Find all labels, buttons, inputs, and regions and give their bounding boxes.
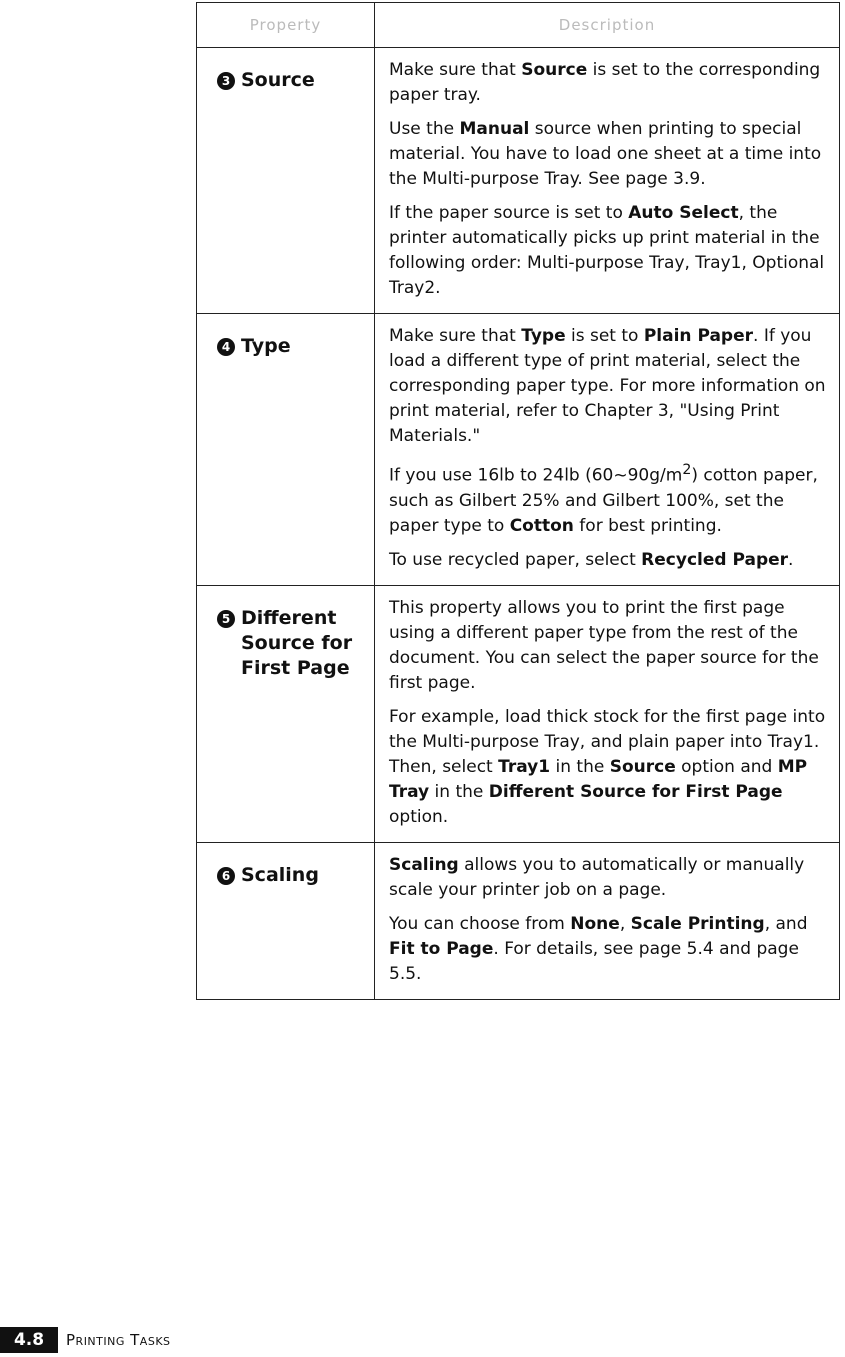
text-run: in the (429, 781, 489, 802)
text-run: is set to (565, 326, 644, 346)
bold-term: MP Tray (389, 756, 808, 802)
property-name (241, 68, 315, 93)
text-run: . (788, 549, 794, 570)
header-property: Property (197, 3, 375, 48)
step-number-badge: 4 (217, 338, 235, 356)
description-paragraph (389, 458, 829, 539)
description-paragraph (389, 596, 829, 696)
table-row (197, 842, 840, 999)
description-paragraph (389, 853, 829, 903)
text-run: , the printer automatically picks up print material in the following order: Multi-purpose Tray, Tray1, Optional Tray2. (389, 203, 825, 298)
bold-term: Source (521, 60, 588, 80)
description-cell (375, 585, 840, 842)
description-paragraph (389, 705, 829, 830)
property-name-line: Different (241, 606, 337, 629)
bold-term: Manual (459, 119, 530, 139)
bold-term: Plain Paper (643, 326, 754, 346)
description-paragraph (389, 117, 829, 192)
step-number-badge: 6 (217, 867, 235, 885)
text-run: For example, load thick stock for the first page into the Multi-purpose Tray, and plain paper into Tray1. Then, select (389, 706, 826, 777)
page-number: 4.8 (0, 1327, 58, 1353)
text-run: . For details, see page 5.4 and page 5.5. (389, 938, 799, 984)
bold-term: Scaling (389, 854, 459, 875)
text-run: ) cotton paper, such as Gilbert 25% and Gilbert 100%, set the paper type to (389, 465, 818, 536)
text-run: To use recycled paper, select (389, 549, 642, 570)
description-cell (375, 48, 840, 314)
property-name (241, 606, 352, 681)
description-paragraph (389, 548, 829, 573)
property-name-line: Scaling (241, 863, 319, 886)
description-cell (375, 314, 840, 586)
property-table (196, 2, 840, 1000)
page-footer (0, 1327, 171, 1353)
text-run: , and (764, 913, 808, 934)
description-paragraph (389, 58, 829, 108)
bold-term: Auto Select (628, 203, 739, 223)
description-paragraph (389, 201, 829, 301)
text-run: allows you to automatically or manually scale your printer job on a page. (389, 854, 805, 900)
text-run: option. (389, 806, 449, 827)
text-run: You can choose from (389, 913, 571, 934)
property-name-line: Source for (241, 631, 353, 654)
bold-term: Recycled Paper (641, 549, 789, 570)
text-run: source when printing to special material. You have to load one sheet at a time into the Multi-purpose Tray. See page 3.9. (389, 119, 822, 189)
text-run: Make sure that (389, 60, 522, 80)
text-run: is set to the corresponding paper tray. (389, 60, 821, 105)
property-name-line: Type (241, 335, 291, 357)
description-cell (375, 842, 840, 999)
bold-term: Source (609, 756, 676, 777)
text-run: . If you load a different type of print material, select the corresponding paper type. For more information on print material, refer to Chapter 3, "Using Print Materials." (389, 326, 826, 446)
bold-term: Tray1 (498, 756, 551, 777)
table-row (197, 585, 840, 842)
property-cell (197, 842, 375, 999)
step-number-badge: 5 (217, 610, 235, 628)
bold-term: Scale Printing (630, 913, 765, 934)
text-run: If you use 16lb to 24lb (60~90g/m (389, 465, 683, 486)
text-run: option and (675, 756, 778, 777)
superscript: 2 (682, 462, 692, 478)
property-name-line: First Page (241, 656, 350, 679)
section-title: Printing Tasks (66, 1331, 171, 1349)
property-cell (197, 314, 375, 586)
text-run: This property allows you to print the first page using a different paper type from the rest of the document. You can select the paper source for the first page. (389, 597, 819, 693)
property-name (241, 863, 319, 888)
table-body (197, 48, 840, 1000)
bold-term: Fit to Page (389, 938, 494, 959)
table-row (197, 48, 840, 314)
bold-term: Different Source for First Page (488, 781, 783, 802)
step-number-badge: 3 (217, 72, 235, 90)
text-run: Use the (389, 119, 460, 139)
property-name (241, 334, 291, 359)
bold-term: Type (521, 326, 566, 346)
text-run: in the (550, 756, 610, 777)
header-description: Description (375, 3, 840, 48)
text-run: for best printing. (573, 515, 722, 536)
table-header-row (197, 3, 840, 48)
description-paragraph (389, 324, 829, 449)
text-run: Make sure that (389, 326, 522, 346)
property-name-line: Source (241, 69, 315, 91)
bold-term: Cotton (509, 515, 574, 536)
table-row (197, 314, 840, 586)
text-run: , (619, 913, 631, 934)
bold-term: None (570, 913, 620, 934)
property-cell (197, 48, 375, 314)
property-cell (197, 585, 375, 842)
text-run: If the paper source is set to (389, 203, 629, 223)
description-paragraph (389, 912, 829, 987)
